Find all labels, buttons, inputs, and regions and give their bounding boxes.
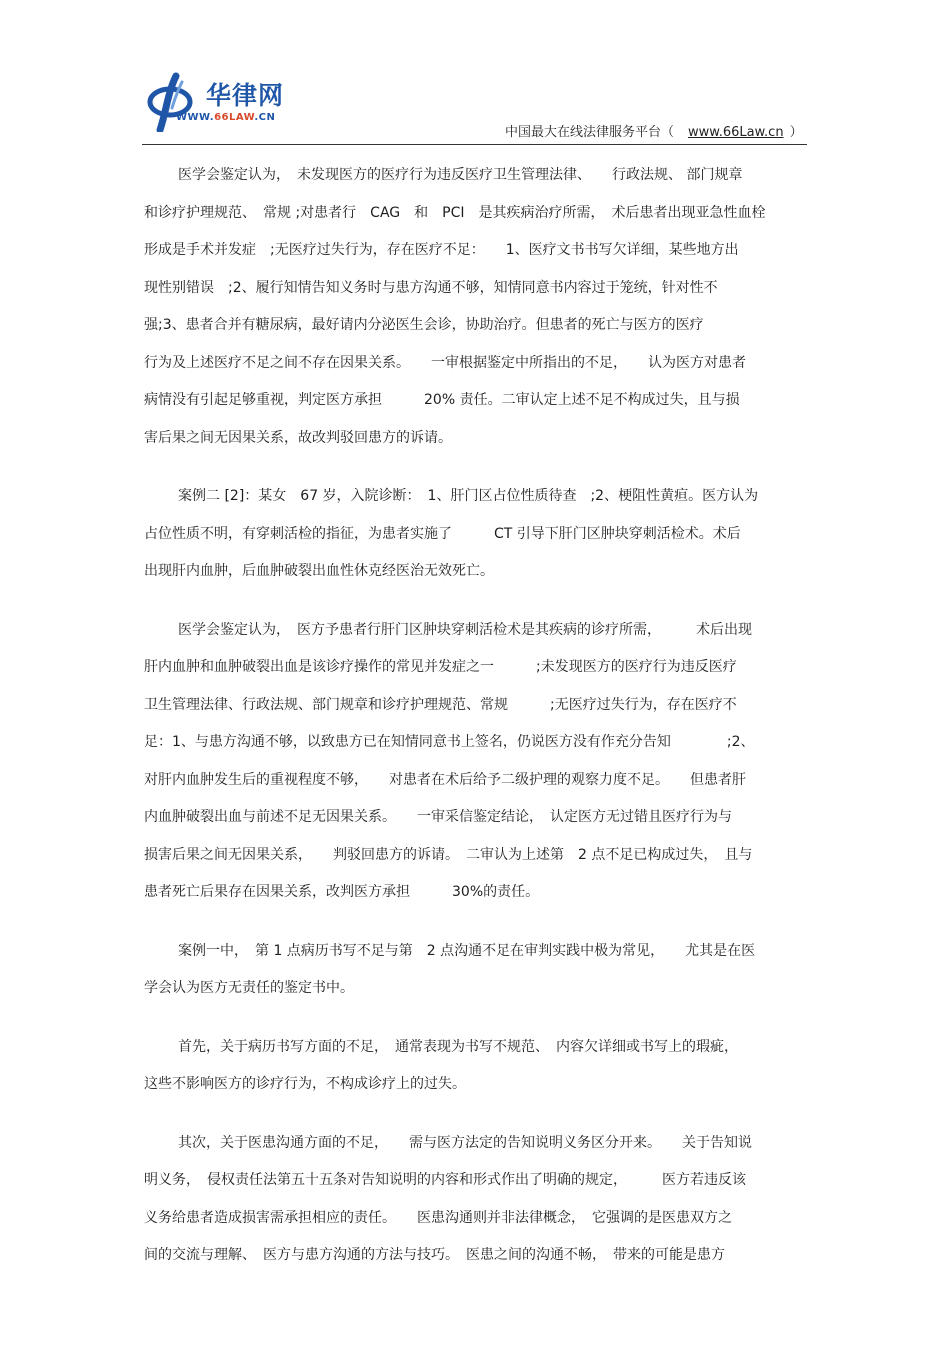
text-line: 患者死亡后果存在因果关系，改判医方承担 30%的责任。 <box>144 884 540 900</box>
paragraph <box>144 612 808 912</box>
tagline-text: 中国最大在线法律服务平台（ <box>505 125 675 140</box>
header-divider <box>142 144 807 145</box>
site-link[interactable]: www.66Law.cn <box>688 125 784 140</box>
text-line: 形成是手术并发症 ;无医疗过失行为，存在医疗不足： 1、医疗文书书写欠详细，某些地方出 <box>144 242 739 258</box>
text-line: 占位性质不明，有穿刺活检的指征，为患者实施了 CT 引导下肝门区肿块穿刺活检术。术后 <box>144 525 741 542</box>
text-line: 病情没有引起足够重视，判定医方承担 20% 责任。二审认定上述不足不构成过失，且与损 <box>144 392 740 408</box>
paragraph <box>144 157 808 457</box>
text-line: 足：1、与患方沟通不够，以致患方已在知情同意书上签名，仍说医方没有作充分告知 ;2、 <box>144 734 755 750</box>
text-line: 强;3、患者合并有糖尿病，最好请内分泌医生会诊，协助治疗。但患者的死亡与医方的医疗 <box>144 317 704 333</box>
text-line: 案例一中， 第 1 点病历书写不足与第 2 点沟通不足在审判实践中极为常见， 尤其是在医 <box>178 942 756 959</box>
text-line: 案例二 [2]：某女 67 岁，入院诊断： 1、肝门区占位性质待查 ;2、梗阻性黄疸。医方认为 <box>178 488 759 504</box>
text-line: 医学会鉴定认为， 未发现医方的医疗行为违反医疗卫生管理法律、 行政法规、 部门规章 <box>178 167 743 183</box>
logo-emblem-icon <box>146 72 208 132</box>
site-logo[interactable] <box>146 72 316 134</box>
text-line: 明义务， 侵权责任法第五十五条对告知说明的内容和形式作出了明确的规定， 医方若违反该 <box>144 1172 746 1188</box>
logo-name: 华律网 <box>206 81 285 110</box>
text-line: 和诊疗护理规范、 常规 ;对患者行 CAG 和 PCI 是其疾病治疗所需， 术后患者出现亚急性血栓 <box>144 204 766 221</box>
text-line: 首先，关于病历书写方面的不足， 通常表现为书写不规范、 内容欠详细或书写上的瑕疵， <box>178 1038 738 1055</box>
header-tagline <box>505 121 803 140</box>
text-line: 义务给患者造成损害需承担相应的责任。 医患沟通则并非法律概念， 它强调的是医患双方之 <box>144 1209 732 1226</box>
document-body <box>144 157 808 1296</box>
text-line: 肝内血肿和血肿破裂出血是该诊疗操作的常见并发症之一 ;未发现医方的医疗行为违反医疗 <box>144 659 737 675</box>
text-line: 内血肿破裂出血与前述不足无因果关系。 一审采信鉴定结论， 认定医方无过错且医疗行为与 <box>144 809 732 825</box>
paragraph <box>144 478 808 591</box>
logo-url: WWW.66LAW.CN <box>176 112 276 123</box>
paragraph <box>144 1029 808 1104</box>
tagline-close-paren: ） <box>789 125 803 140</box>
text-line: 害后果之间无因果关系，故改判驳回患方的诉请。 <box>144 429 452 446</box>
text-line: 卫生管理法律、行政法规、部门规章和诊疗护理规范、常规 ;无医疗过失行为，存在医疗不 <box>144 696 737 713</box>
text-line: 学会认为医方无责任的鉴定书中。 <box>144 980 354 996</box>
page-header <box>0 0 950 150</box>
paragraph <box>144 1125 808 1275</box>
text-line: 行为及上述医疗不足之间不存在因果关系。 一审根据鉴定中所指出的不足， 认为医方对患者 <box>144 354 746 371</box>
text-line: 损害后果之间无因果关系， 判驳回患方的诉请。 二审认为上述第 2 点不足已构成过失， 且与 <box>144 846 753 863</box>
text-line: 这些不影响医方的诊疗行为，不构成诊疗上的过失。 <box>144 1076 466 1092</box>
text-line: 出现肝内血肿，后血肿破裂出血性休克经医治无效死亡。 <box>144 563 494 579</box>
text-line: 间的交流与理解、 医方与患方沟通的方法与技巧。 医患之间的沟通不畅， 带来的可能是患方 <box>144 1247 725 1263</box>
paragraph <box>144 933 808 1008</box>
text-line: 医学会鉴定认为， 医方予患者行肝门区肿块穿刺活检术是其疾病的诊疗所需， 术后出现 <box>178 621 752 638</box>
text-line: 对肝内血肿发生后的重视程度不够， 对患者在术后给予二级护理的观察力度不足。 但患者肝 <box>144 771 746 788</box>
text-line: 现性别错误 ;2、履行知情告知义务时与患方沟通不够，知情同意书内容过于笼统，针对性不 <box>144 279 718 296</box>
text-line: 其次，关于医患沟通方面的不足， 需与医方法定的告知说明义务区分开来。 关于告知说 <box>178 1134 752 1151</box>
